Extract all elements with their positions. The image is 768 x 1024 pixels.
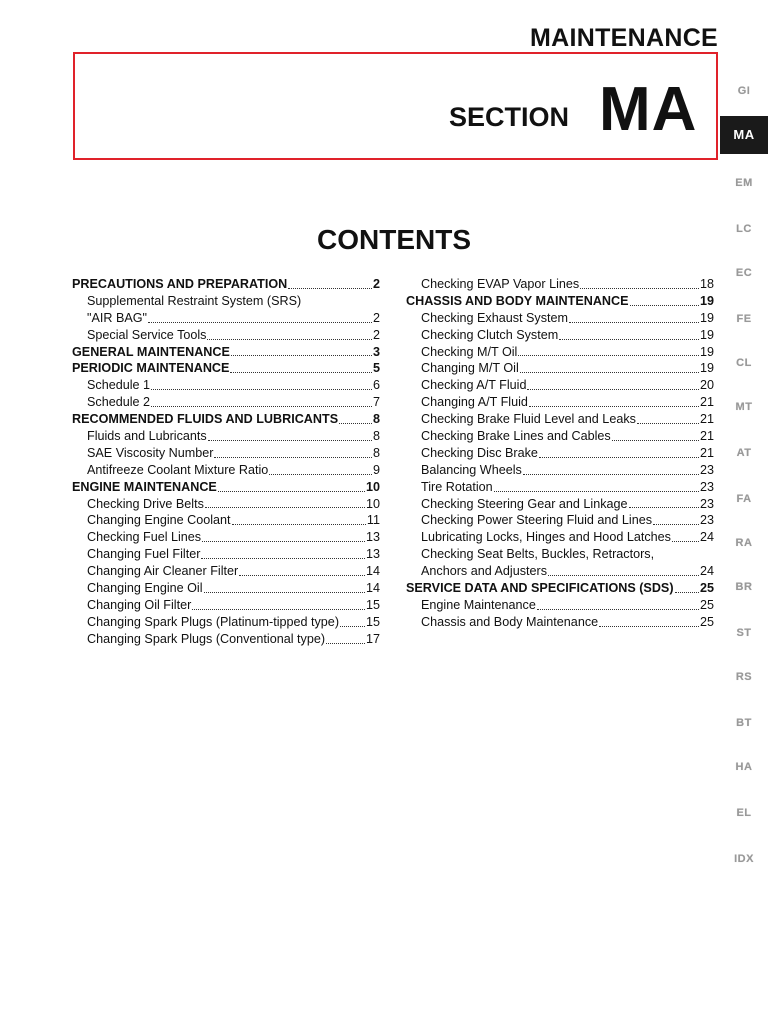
- toc-entry[interactable]: [72, 496, 380, 513]
- toc-entry[interactable]: [72, 614, 380, 631]
- toc-entry-page: 2: [372, 310, 380, 325]
- toc-leader-dots: [340, 626, 365, 627]
- toc-entry-page: 23: [699, 513, 714, 528]
- toc-entry[interactable]: [406, 479, 714, 496]
- toc-leader-dots: [218, 491, 365, 492]
- toc-entry-page: 24: [699, 530, 714, 545]
- toc-leader-dots: [523, 474, 699, 475]
- toc-leader-dots: [239, 575, 365, 576]
- toc-entry-label: Changing Air Cleaner Filter: [87, 564, 239, 579]
- toc-entry[interactable]: [72, 631, 380, 648]
- toc-entry-label: Checking Exhaust System: [421, 310, 568, 325]
- toc-heading-entry[interactable]: [72, 344, 380, 361]
- toc-entry-page: 25: [699, 581, 714, 596]
- toc-entry[interactable]: [406, 411, 714, 428]
- toc-entry-page: 21: [699, 395, 714, 410]
- toc-entry-label: Antifreeze Coolant Mixture Ratio: [87, 462, 269, 477]
- toc-leader-dots: [339, 423, 372, 424]
- toc-entry[interactable]: [406, 428, 714, 445]
- toc-entry-label: PERIODIC MAINTENANCE: [72, 361, 230, 376]
- section-code: MA: [599, 75, 698, 144]
- section-tab-el[interactable]: EL: [736, 807, 752, 819]
- toc-entry-label: Checking Drive Belts: [87, 496, 204, 511]
- toc-leader-dots: [653, 524, 699, 525]
- toc-entry[interactable]: [72, 327, 380, 344]
- toc-entry[interactable]: [72, 512, 380, 529]
- toc-entry-label: Chassis and Body Maintenance: [421, 614, 599, 629]
- toc-entry[interactable]: [72, 394, 380, 411]
- toc-entry-label: Anchors and Adjusters: [421, 564, 548, 579]
- toc-entry-label: RECOMMENDED FLUIDS AND LUBRICANTS: [72, 412, 339, 427]
- toc-entry[interactable]: [72, 546, 380, 563]
- toc-leader-dots: [637, 423, 699, 424]
- toc-entry[interactable]: [406, 394, 714, 411]
- toc-entry[interactable]: [406, 377, 714, 394]
- toc-entry[interactable]: [72, 428, 380, 445]
- toc-leader-dots: [214, 457, 372, 458]
- toc-entry-label: Schedule 2: [87, 395, 151, 410]
- toc-entry[interactable]: [72, 445, 380, 462]
- toc-leader-dots: [230, 372, 372, 373]
- toc-entry-label: Changing A/T Fluid: [421, 395, 528, 410]
- toc-leader-dots: [612, 440, 699, 441]
- toc-entry-label: SAE Viscosity Number: [87, 445, 214, 460]
- section-tab-rs[interactable]: RS: [735, 671, 753, 683]
- toc-leader-dots: [494, 491, 699, 492]
- toc-entry-page: 19: [699, 361, 714, 376]
- toc-entry-label: Checking Seat Belts, Buckles, Retractors,: [421, 547, 655, 562]
- toc-leader-dots: [629, 507, 699, 508]
- toc-entry-page: 20: [699, 378, 714, 393]
- toc-entry[interactable]: [406, 512, 714, 529]
- toc-entry-label: Fluids and Lubricants: [87, 429, 207, 444]
- toc-entry-page: 23: [699, 496, 714, 511]
- toc-entry[interactable]: [406, 276, 714, 293]
- section-tab-cl[interactable]: CL: [736, 357, 752, 369]
- section-tab-st[interactable]: ST: [736, 627, 752, 639]
- toc-leader-dots: [231, 355, 372, 356]
- toc-entry-page: 2: [372, 277, 380, 291]
- toc-entry-page: 21: [699, 445, 714, 460]
- toc-entry-label: Tire Rotation: [421, 479, 493, 494]
- toc-entry-label: Checking Brake Fluid Level and Leaks: [421, 412, 636, 427]
- section-tab-ma[interactable]: MA: [720, 116, 768, 154]
- toc-leader-dots: [326, 643, 365, 644]
- section-tab-br[interactable]: BR: [735, 581, 753, 593]
- toc-entry-label: Changing M/T Oil: [421, 361, 519, 376]
- toc-leader-dots: [675, 592, 699, 593]
- toc-entry-label: Checking Clutch System: [421, 327, 559, 342]
- toc-entry-page: 11: [366, 513, 380, 528]
- toc-entry-page: 19: [699, 327, 714, 342]
- toc-entry-page: 10: [365, 496, 380, 511]
- toc-heading-entry[interactable]: [72, 479, 380, 496]
- toc-entry-page: 9: [372, 462, 380, 477]
- toc-entry[interactable]: [406, 327, 714, 344]
- toc-entry-label: Changing Engine Oil: [87, 581, 203, 596]
- toc-leader-dots: [548, 575, 699, 576]
- toc-entry[interactable]: [406, 563, 714, 580]
- toc-heading-entry[interactable]: [406, 293, 714, 310]
- toc-leader-dots: [232, 524, 366, 525]
- section-tab-mt[interactable]: MT: [735, 401, 753, 413]
- toc-entry-page: 19: [699, 344, 714, 359]
- toc-leader-dots: [630, 305, 699, 306]
- toc-entry[interactable]: [406, 614, 714, 631]
- toc-entry-page: 2: [372, 327, 380, 342]
- toc-entry-page: 19: [699, 310, 714, 325]
- section-tab-ra[interactable]: RA: [735, 537, 753, 549]
- toc-entry[interactable]: [406, 597, 714, 614]
- toc-entry-label: GENERAL MAINTENANCE: [72, 344, 230, 359]
- toc-entry-page: 25: [699, 597, 714, 612]
- toc-heading-entry[interactable]: [406, 580, 714, 597]
- contents-heading: CONTENTS: [317, 224, 471, 255]
- toc-entry-page: 5: [372, 361, 380, 376]
- toc-entry-page: 21: [699, 412, 714, 427]
- toc-leader-dots: [148, 322, 372, 323]
- toc-entry-page: 24: [699, 564, 714, 579]
- toc-entry[interactable]: [72, 377, 380, 394]
- toc-leader-dots: [527, 389, 699, 390]
- toc-entry[interactable]: [72, 580, 380, 597]
- toc-entry-label: Checking EVAP Vapor Lines: [421, 277, 580, 291]
- toc-leader-dots: [529, 406, 699, 407]
- toc-entry-label: Supplemental Restraint System (SRS): [87, 293, 302, 308]
- toc-leader-dots: [208, 440, 372, 441]
- toc-entry[interactable]: [406, 546, 714, 563]
- toc-leader-dots: [672, 541, 699, 542]
- section-label: SECTION: [449, 102, 570, 132]
- toc-leader-dots: [151, 389, 372, 390]
- toc-entry-page: 21: [699, 429, 714, 444]
- toc-entry-page: 8: [372, 445, 380, 460]
- toc-leader-dots: [580, 288, 699, 289]
- toc-entry-label: PRECAUTIONS AND PREPARATION: [72, 277, 288, 291]
- toc-entry[interactable]: [406, 529, 714, 546]
- section-tab-at[interactable]: AT: [736, 447, 752, 459]
- toc-entry-label: ENGINE MAINTENANCE: [72, 479, 217, 494]
- toc-leader-dots: [201, 558, 365, 559]
- toc-entry-page: 8: [372, 429, 380, 444]
- toc-entry-label: Changing Spark Plugs (Platinum-tipped type): [87, 614, 340, 629]
- toc-entry-page: 6: [372, 378, 380, 393]
- toc-entry-page: 3: [372, 344, 380, 359]
- toc-leader-dots: [537, 609, 699, 610]
- toc-entry-label: Changing Spark Plugs (Conventional type): [87, 631, 326, 646]
- toc-right-column: [406, 276, 714, 631]
- toc-entry[interactable]: [72, 293, 380, 310]
- page-header-title: MAINTENANCE: [530, 24, 719, 52]
- toc-entry-page: 8: [372, 412, 380, 427]
- toc-leader-dots: [192, 609, 365, 610]
- toc-leader-dots: [520, 372, 699, 373]
- toc-entry-label: Checking M/T Oil: [421, 344, 518, 359]
- toc-entry-label: SERVICE DATA AND SPECIFICATIONS (SDS): [406, 581, 674, 596]
- toc-entry-label: Checking Steering Gear and Linkage: [421, 496, 628, 511]
- section-tab-ha[interactable]: HA: [735, 761, 753, 773]
- toc-entry[interactable]: [72, 529, 380, 546]
- toc-left-column: [72, 276, 380, 648]
- toc-entry[interactable]: [72, 310, 380, 327]
- toc-entry-label: Checking Disc Brake: [421, 445, 538, 460]
- section-tab-idx[interactable]: IDX: [734, 853, 754, 865]
- toc-entry-label: Checking Brake Lines and Cables: [421, 429, 611, 444]
- toc-entry[interactable]: [406, 496, 714, 513]
- section-tab-em[interactable]: EM: [735, 177, 753, 189]
- toc-leader-dots: [539, 457, 699, 458]
- toc-entry-page: 25: [699, 614, 714, 629]
- toc-entry-page: 18: [699, 277, 714, 291]
- toc-entry[interactable]: [72, 462, 380, 479]
- toc-leader-dots: [599, 626, 699, 627]
- toc-leader-dots: [202, 541, 365, 542]
- toc-leader-dots: [518, 355, 699, 356]
- toc-entry-page: 14: [365, 564, 380, 579]
- toc-entry-page: 23: [699, 462, 714, 477]
- toc-entry-label: Changing Oil Filter: [87, 597, 192, 612]
- toc-entry-page: 14: [365, 581, 380, 596]
- toc-entry-page: 13: [365, 547, 380, 562]
- toc-entry[interactable]: [406, 344, 714, 361]
- toc-entry-label: Changing Engine Coolant: [87, 513, 231, 528]
- toc-entry-label: Engine Maintenance: [421, 597, 536, 612]
- toc-entry-page: 15: [365, 614, 380, 629]
- toc-leader-dots: [205, 507, 365, 508]
- section-tab-gi[interactable]: GI: [737, 85, 751, 97]
- toc-leader-dots: [569, 322, 699, 323]
- toc-leader-dots: [207, 339, 372, 340]
- section-tab-bt[interactable]: BT: [736, 717, 752, 729]
- toc-entry-page: 17: [365, 631, 380, 646]
- toc-leader-dots: [151, 406, 372, 407]
- toc-entry[interactable]: [406, 360, 714, 377]
- toc-entry-label: Checking Fuel Lines: [87, 530, 202, 545]
- toc-leader-dots: [269, 474, 372, 475]
- toc-entry-label: Changing Fuel Filter: [87, 547, 201, 562]
- section-tab-fe[interactable]: FE: [736, 313, 752, 325]
- toc-entry[interactable]: [72, 597, 380, 614]
- toc-leader-dots: [288, 288, 372, 289]
- toc-heading-entry[interactable]: [72, 411, 380, 428]
- toc-entry-page: 15: [365, 597, 380, 612]
- toc-entry-label: Checking Power Steering Fluid and Lines: [421, 513, 653, 528]
- toc-entry-label: Balancing Wheels: [421, 462, 522, 477]
- toc-entry-page: 10: [365, 479, 380, 494]
- section-tab-fa[interactable]: FA: [736, 493, 752, 505]
- toc-entry-label: Checking A/T Fluid: [421, 378, 527, 393]
- toc-entry[interactable]: [406, 310, 714, 327]
- toc-entry-page: 23: [699, 479, 714, 494]
- toc-entry[interactable]: [72, 563, 380, 580]
- section-tab-lc[interactable]: LC: [736, 223, 752, 235]
- toc-entry-label: "AIR BAG": [87, 310, 148, 325]
- toc-entry-page: 7: [372, 395, 380, 410]
- toc-entry[interactable]: [406, 445, 714, 462]
- toc-entry-page: 19: [699, 293, 714, 308]
- toc-entry-label: Lubricating Locks, Hinges and Hood Latches: [421, 530, 671, 545]
- section-title-box: [73, 52, 718, 160]
- section-tab-ec[interactable]: EC: [735, 267, 753, 279]
- toc-leader-dots: [559, 339, 699, 340]
- toc-entry-label: Schedule 1: [87, 378, 151, 393]
- toc-leader-dots: [204, 592, 365, 593]
- toc-heading-entry[interactable]: [72, 360, 380, 377]
- toc-entry[interactable]: [406, 462, 714, 479]
- toc-entry-label: CHASSIS AND BODY MAINTENANCE: [406, 293, 629, 308]
- toc-entry-page: 13: [365, 530, 380, 545]
- toc-heading-entry[interactable]: [72, 276, 380, 293]
- toc-entry-label: Special Service Tools: [87, 327, 207, 342]
